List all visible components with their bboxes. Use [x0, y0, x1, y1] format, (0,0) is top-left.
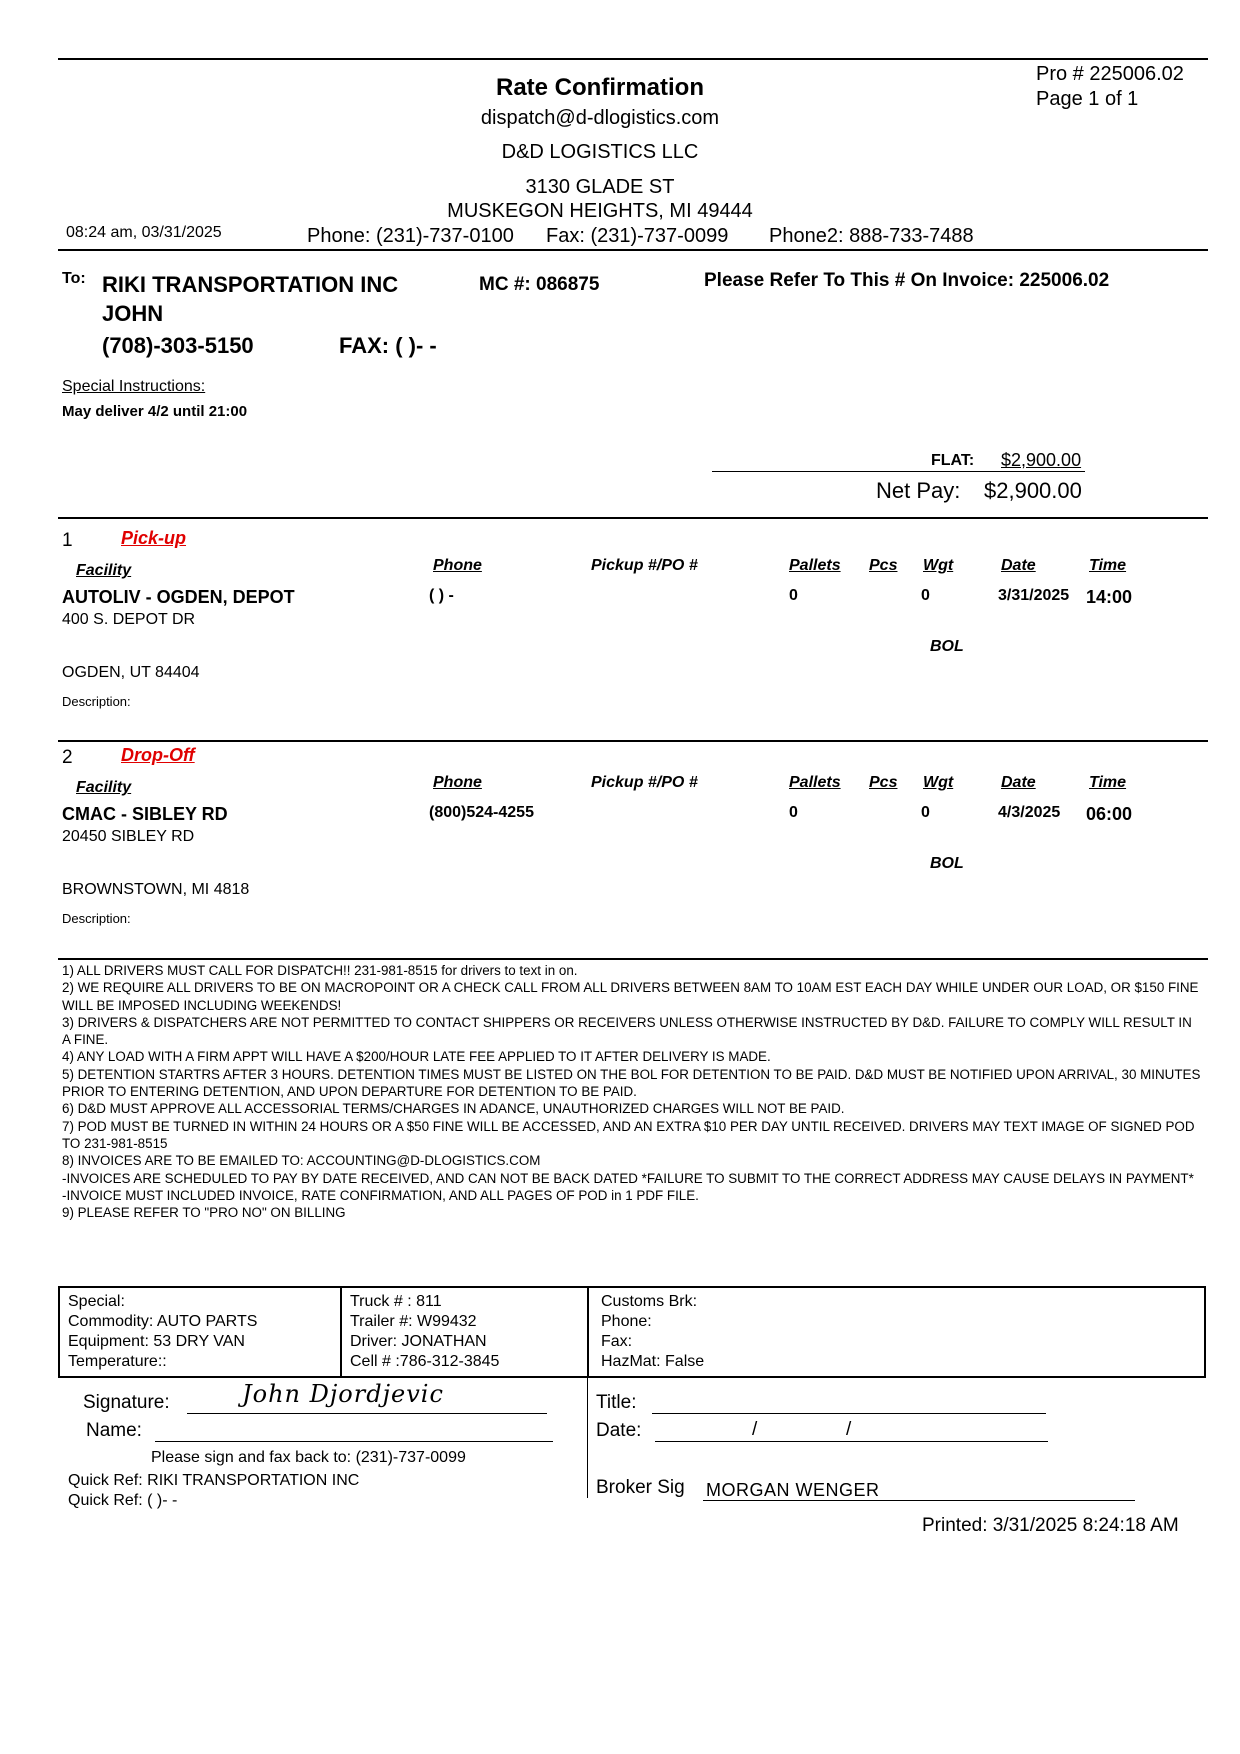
broker-signature: MORGAN WENGER [706, 1480, 880, 1500]
pickup-po-header: Pickup #/PO # [591, 557, 698, 574]
signature-divider [587, 1378, 588, 1498]
quick-ref-phone: Quick Ref: ( )- - [68, 1492, 178, 1509]
name-line [155, 1441, 553, 1442]
header-city: MUSKEGON HEIGHTS, MI 49444 [447, 200, 753, 222]
header-fax: Fax: (231)-737-0099 [546, 225, 729, 247]
signature-line [187, 1413, 547, 1414]
flat-value: $2,900.00 [1001, 450, 1082, 470]
carrier-fax: FAX: ( )- - [339, 333, 437, 358]
flat-rule [712, 471, 1085, 472]
customs-broker: Customs Brk: [601, 1293, 698, 1310]
printed-timestamp: Printed: 3/31/2025 8:24:18 AM [922, 1515, 1179, 1536]
date-header: Date [1001, 557, 1036, 574]
date-slash: / [846, 1419, 852, 1440]
net-pay-label: Net Pay: [876, 478, 961, 503]
quick-ref-name: Quick Ref: RIKI TRANSPORTATION INC [68, 1472, 360, 1489]
carrier-name: RIKI TRANSPORTATION INC [102, 272, 399, 297]
term-item: -INVOICE MUST INCLUDED INVOICE, RATE CONFIRMATION, AND ALL PAGES OF POD in 1 PDF FILE. [62, 1187, 699, 1203]
bol-label: BOL [930, 855, 964, 872]
stop-type-pickup: Pick-up [121, 528, 187, 548]
pallets-value: 0 [789, 804, 798, 821]
stop-type-dropoff: Drop-Off [121, 745, 195, 765]
truck-number: Truck # : 811 [350, 1293, 442, 1310]
facility-city: OGDEN, UT 84404 [62, 664, 200, 681]
term-item: 7) POD MUST BE TURNED IN WITHIN 24 HOURS OR A $50 FINE WILL BE ACCESSED, AND AN EXTRA $10 PER DAY UNTIL RECEIVED. DRIVERS MAY TEXT IMAGE OF SIGNED POD TO 231-981-8515 [62, 1118, 1195, 1151]
facility-name: AUTOLIV - OGDEN, DEPOT [62, 587, 295, 607]
commodity: Commodity: AUTO PARTS [68, 1313, 258, 1330]
customs-column [589, 1288, 1204, 1376]
facility-phone: (800)524-4255 [429, 804, 534, 821]
description-label: Description: [62, 694, 131, 709]
term-item: 6) D&D MUST APPROVE ALL ACCESSORIAL TERMS/CHARGES IN ADANCE, UNAUTHORIZED CHARGES WILL NOT BE PAID. [62, 1101, 845, 1117]
driver-name: Driver: JONATHAN [350, 1333, 487, 1350]
header-phone: Phone: (231)-737-0100 [307, 225, 514, 247]
carrier-contact: JOHN [102, 301, 164, 326]
term-item: 9) PLEASE REFER TO "PRO NO" ON BILLING [62, 1205, 346, 1221]
terms-list [62, 962, 1202, 1221]
facility-header: Facility [76, 779, 132, 796]
equipment: Equipment: 53 DRY VAN [68, 1333, 245, 1350]
net-pay-value: $2,900.00 [984, 478, 1082, 503]
facility-address: 400 S. DEPOT DR [62, 611, 196, 628]
to-label: To: [62, 270, 86, 287]
fax-back-note: Please sign and fax back to: (231)-737-0099 [151, 1449, 466, 1466]
stop-number: 2 [62, 747, 73, 768]
wgt-header: Wgt [923, 557, 954, 574]
special-instructions-text: May deliver 4/2 until 21:00 [62, 403, 248, 420]
facility-header: Facility [76, 562, 132, 579]
date-line [655, 1441, 1048, 1442]
temperature: Temperature:: [68, 1353, 167, 1370]
term-item: -INVOICES ARE SCHEDULED TO PAY BY DATE RECEIVED, AND CAN NOT BE BACK DATED *FAILURE TO SUBMIT TO THE CORRECT ADDRESS MAY CAUSE DELAYS IN PAYMENT* [62, 1170, 1194, 1186]
time-header: Time [1089, 557, 1127, 574]
carrier-phone: (708)-303-5150 [102, 333, 254, 358]
facility-address: 20450 SIBLEY RD [62, 828, 195, 845]
time-value: 06:00 [1086, 804, 1133, 824]
date-value: 3/31/2025 [998, 587, 1070, 604]
term-item: 4) ANY LOAD WITH A FIRM APPT WILL HAVE A $200/HOUR LATE FEE APPLIED TO IT AFTER DELIVERY IS MADE. [62, 1049, 771, 1065]
bol-label: BOL [930, 638, 964, 655]
stop-number: 1 [62, 530, 73, 551]
name-label: Name: [86, 1420, 142, 1441]
date-value: 4/3/2025 [998, 804, 1061, 821]
pickup-po-header: Pickup #/PO # [591, 774, 698, 791]
pcs-header: Pcs [869, 774, 898, 791]
title-line [652, 1413, 1046, 1414]
header-phone2: Phone2: 888-733-7488 [769, 225, 974, 247]
broker-sig-label: Broker Sig [596, 1477, 685, 1498]
title-label: Title: [596, 1392, 637, 1413]
facility-city: BROWNSTOWN, MI 4818 [62, 881, 250, 898]
facility-name: CMAC - SIBLEY RD [62, 804, 228, 824]
facility-phone: ( ) - [429, 587, 454, 604]
top-rule [58, 58, 1208, 60]
date-label: Date: [596, 1420, 642, 1441]
header-company: D&D LOGISTICS LLC [501, 141, 699, 163]
commodity-column [60, 1288, 342, 1376]
customs-fax: Fax: [601, 1333, 633, 1350]
load-details-box [58, 1286, 1206, 1378]
page-title: Rate Confirmation [495, 74, 704, 101]
date-header: Date [1001, 774, 1036, 791]
timestamp: 08:24 am, 03/31/2025 [66, 224, 222, 241]
wgt-value: 0 [921, 587, 930, 604]
wgt-header: Wgt [923, 774, 954, 791]
signature-label: Signature: [83, 1392, 170, 1413]
customs-phone: Phone: [601, 1313, 652, 1330]
term-item: 8) INVOICES ARE TO BE EMAILED TO: ACCOUNTING@D-DLOGISTICS.COM [62, 1153, 541, 1169]
header-street: 3130 GLADE ST [525, 176, 675, 198]
phone-header: Phone [433, 774, 482, 791]
truck-column [342, 1288, 589, 1376]
time-header: Time [1089, 774, 1127, 791]
phone-header: Phone [433, 557, 482, 574]
driver-cell: Cell # :786-312-3845 [350, 1353, 500, 1370]
flat-label: FLAT: [931, 452, 975, 469]
term-item: 1) ALL DRIVERS MUST CALL FOR DISPATCH!! 231-981-8515 for drivers to text in on. [62, 963, 578, 978]
pcs-header: Pcs [869, 557, 898, 574]
terms-rule [58, 958, 1208, 960]
term-item: 3) DRIVERS & DISPATCHERS ARE NOT PERMITTED TO CONTACT SHIPPERS OR RECEIVERS UNLESS OTHERWISE INSTRUCTED BY D&D. FAILURE TO COMPLY WILL RESULT IN A FINE. [62, 1014, 1192, 1048]
header-rule [58, 249, 1208, 251]
page-number: Page 1 of 1 [1036, 88, 1139, 110]
term-item: 2) WE REQUIRE ALL DRIVERS TO BE ON MACROPOINT OR A CHECK CALL FROM ALL DRIVERS BETWEEN 8AM TO 10AM EST EACH DAY WHILE UNDER OUR LOAD, OR $150 FINE WILL BE IMPOSED INCLUDING WEEKENDS! [62, 980, 1199, 1013]
special-label: Special: [68, 1293, 125, 1310]
time-value: 14:00 [1086, 587, 1133, 607]
pallets-value: 0 [789, 587, 798, 604]
stop1-rule [58, 517, 1208, 519]
hazmat: HazMat: False [601, 1353, 705, 1370]
wgt-value: 0 [921, 804, 930, 821]
term-item: 5) DETENTION STARTRS AFTER 3 HOURS. DETENTION TIMES MUST BE LISTED ON THE BOL FOR DETENTION TO BE PAID. D&D MUST BE NOTIFIED UPON ARRIVAL, 30 MINUTES PRIOR TO ENTERING DETENTION, AND UPON DEPARTURE FOR DETENTION TO BE PAID. [62, 1066, 1201, 1100]
trailer-number: Trailer #: W99432 [350, 1313, 477, 1330]
header-email: dispatch@d-dlogistics.com [480, 107, 720, 129]
date-slash: / [752, 1419, 758, 1440]
driver-signature: John Djordjevic [242, 1380, 444, 1408]
mc-number: MC #: 086875 [479, 274, 600, 295]
description-label: Description: [62, 911, 131, 926]
invoice-reference: Please Refer To This # On Invoice: 225006.02 [704, 270, 1110, 291]
pallets-header: Pallets [789, 557, 841, 574]
pro-number: Pro # 225006.02 [1036, 63, 1184, 85]
stop2-rule [58, 740, 1208, 742]
pallets-header: Pallets [789, 774, 841, 791]
broker-sig-line [703, 1500, 1135, 1501]
special-instructions-label: Special Instructions: [62, 378, 206, 395]
